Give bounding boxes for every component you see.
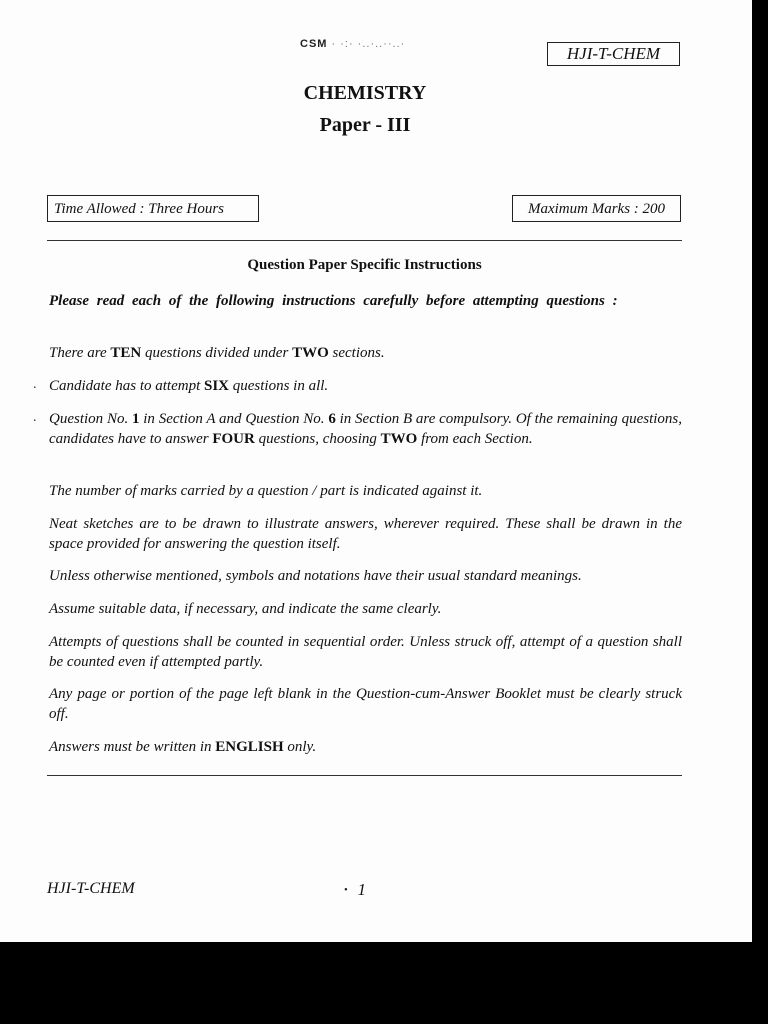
maximum-marks-box: Maximum Marks : 200	[512, 195, 681, 222]
instruction-text: Any page or portion of the page left blank in the Question-cum-Answer Booklet must be clearly struck off.	[49, 686, 682, 722]
instruction-item	[49, 514, 682, 554]
instruction-text: questions, choosing	[254, 431, 381, 447]
emphasis-text: FOUR	[212, 431, 255, 447]
instruction-text: only.	[283, 739, 317, 755]
instruction-item	[49, 481, 682, 501]
instruction-text: Answers must be written in	[49, 739, 216, 755]
instructions-lead: Please read each of the following instructions carefully before attempting questions :	[49, 293, 618, 309]
top-divider	[47, 240, 682, 241]
instruction-text: There are	[49, 345, 111, 361]
instruction-text: in Section A and Question No.	[139, 411, 329, 427]
instruction-item	[49, 409, 682, 449]
time-allowed-box: Time Allowed : Three Hours	[47, 195, 259, 222]
instruction-text: in Section B are compulsory. Of the remaining questions, candidates have to answer	[49, 411, 683, 447]
instruction-text: Assume suitable data, if necessary, and indicate the same clearly.	[49, 601, 442, 617]
paper-code-box: HJI-T-CHEM	[547, 42, 680, 66]
instruction-item	[49, 632, 682, 672]
instruction-item	[49, 376, 682, 396]
instruction-text: Neat sketches are to be drawn to illustrate answers, wherever required. These shall be drawn in the space provided for answering the question itself.	[49, 516, 682, 552]
margin-mark: .	[33, 377, 37, 392]
instruction-item	[49, 599, 682, 619]
instruction-item	[49, 737, 682, 757]
emphasis-text: TEN	[110, 345, 142, 361]
emphasis-text: ENGLISH	[215, 739, 284, 755]
emphasis-text: SIX	[204, 378, 230, 394]
subject-title: CHEMISTRY	[303, 82, 427, 104]
instruction-text: Question No.	[49, 411, 132, 427]
bottom-divider	[47, 775, 682, 776]
instruction-text: from each Section.	[417, 431, 533, 447]
emphasis-text: 1	[131, 411, 140, 427]
smudged-stamp: CSM · ·:· ·..·..··..·	[300, 38, 406, 50]
emphasis-text: 6	[328, 411, 336, 427]
instruction-text: Attempts of questions shall be counted in sequential order. Unless struck off, attempt of a question shall be counted even if attempted partly.	[49, 634, 682, 670]
instruction-text: Unless otherwise mentioned, symbols and notations have their usual standard meanings.	[49, 568, 582, 584]
instruction-item	[49, 343, 682, 363]
instruction-item	[49, 684, 682, 724]
margin-mark: .	[33, 410, 37, 425]
instruction-text: Candidate has to attempt	[49, 378, 204, 394]
paper-title: Paper - III	[319, 114, 411, 136]
instruction-text: sections.	[328, 345, 385, 361]
instruction-text: The number of marks carried by a question / part is indicated against it.	[49, 483, 483, 499]
footer-paper-code: HJI-T-CHEM	[47, 880, 135, 897]
instruction-item	[49, 566, 682, 586]
emphasis-text: TWO	[380, 431, 418, 447]
emphasis-text: TWO	[292, 345, 329, 361]
page-number: • 1	[344, 880, 367, 899]
instruction-text: questions in all.	[229, 378, 329, 394]
instructions-heading: Question Paper Specific Instructions	[247, 257, 482, 273]
instruction-text: questions divided under	[141, 345, 293, 361]
